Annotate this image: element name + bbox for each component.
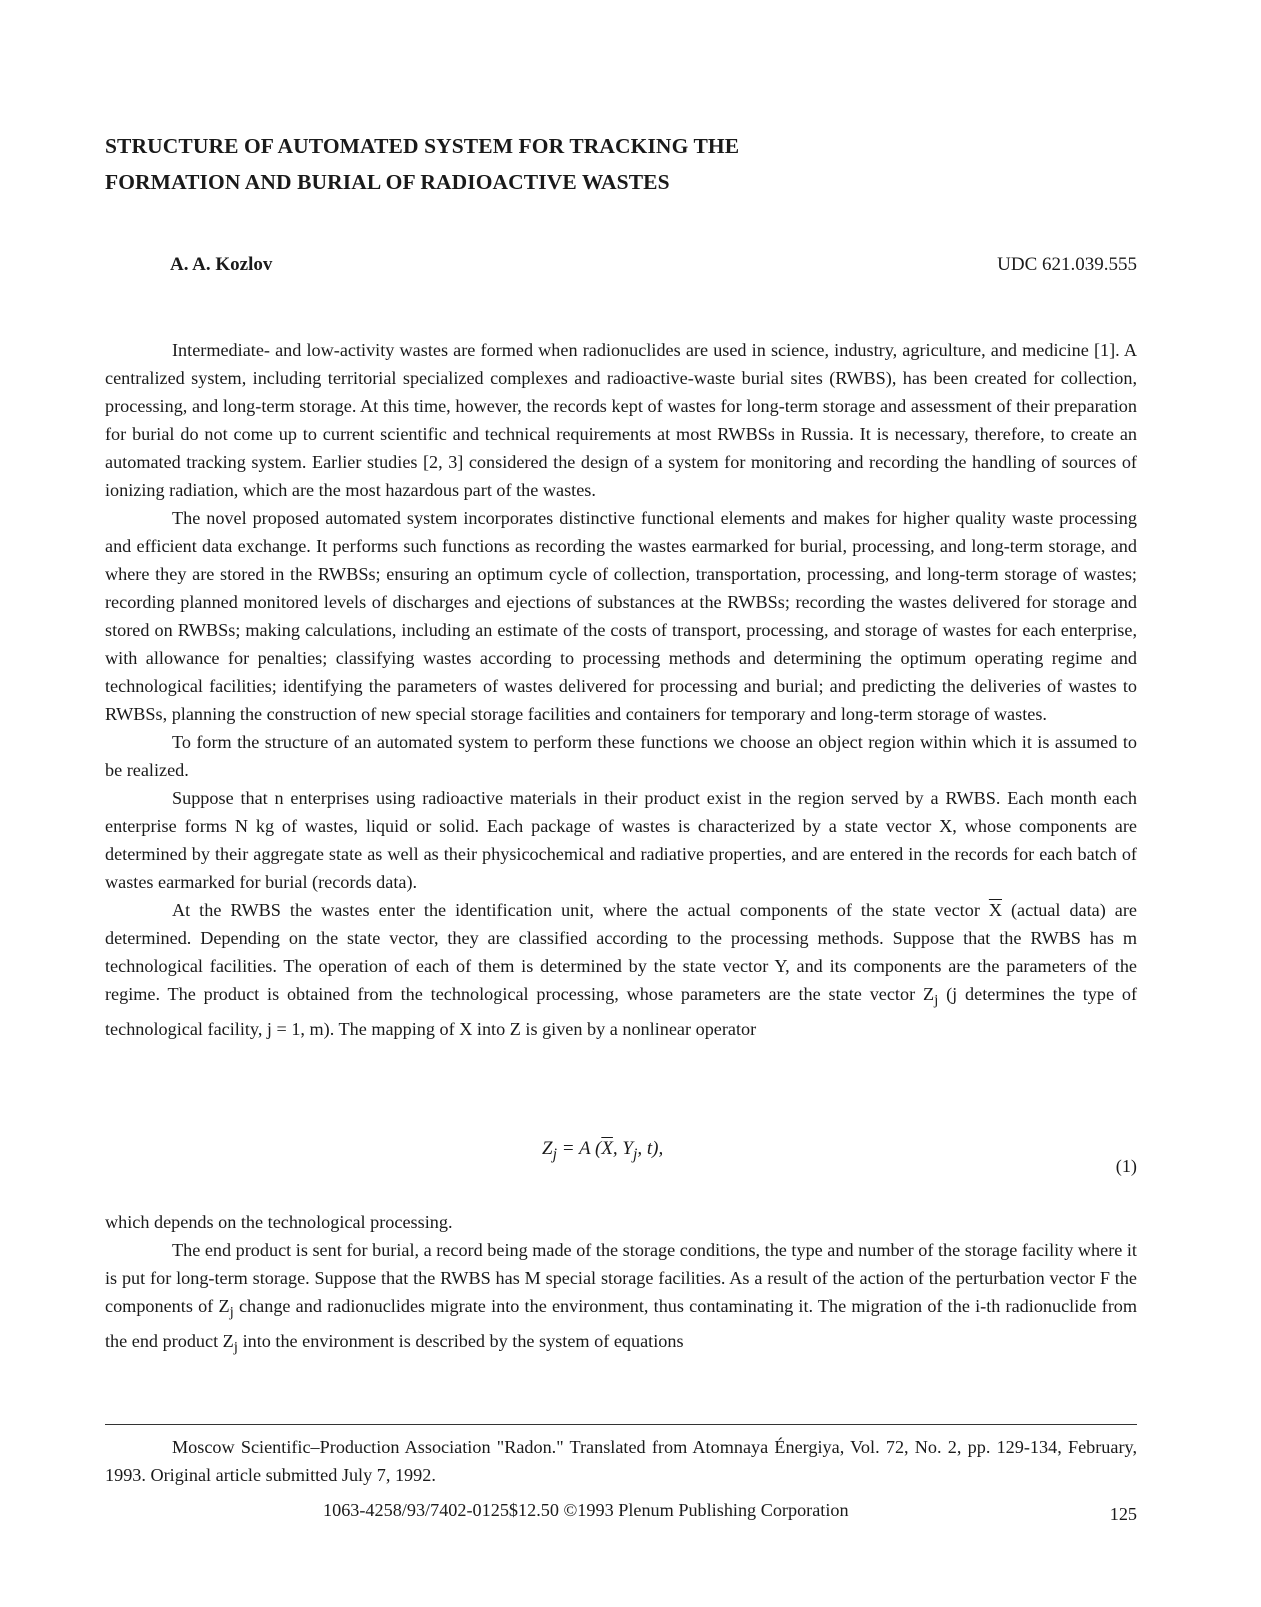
paragraph-3: To form the structure of an automated system to perform these functions we choose an object region within which it is assumed to be realized. <box>105 732 1137 780</box>
author-name: A. A. Kozlov <box>170 254 273 275</box>
article-title <box>105 128 1005 200</box>
udc-code: UDC 621.039.555 <box>997 254 1137 275</box>
paragraph-7: The end product is sent for burial, a record being made of the storage conditions, the type and number of the storage facility where it is put for long-term storage. Suppose that the RWBS has M special storage facilities. As a result of the action of the perturbation vector F the components of $Z_j$ change and radionuclides migrate into the environment, thus contaminating it. The migration of the i-th radionuclide from the end product $Z_j$ into the environment is described by the system of equations <box>105 1240 1137 1356</box>
title-line-2: FORMATION AND BURIAL OF RADIOACTIVE WASTES <box>105 170 670 194</box>
paragraph-2: The novel proposed automated system incorporates distinctive functional elements and makes for higher quality waste processing and efficient data exchange. It performs such functions as recording the wastes earmarked for burial, processing, and long-term storage, and where they are stored in the RWBSs; ensuring an optimum cycle of collection, transportation, processing, and long-term storage of wastes; recording planned monitored levels of discharges and ejections of substances at the RWBSs; recording the wastes delivered for storage and stored on RWBSs; making calculations, including an estimate of the costs of transport, processing, and storage of wastes for each enterprise, with allowance for penalties; classifying wastes according to processing methods and determining the optimum operating regime and technological facilities; identifying the parameters of wastes delivered for processing and burial; and predicting the deliveries of wastes to RWBSs, planning the construction of new special storage facilities and containers for temporary and long-term storage of wastes. <box>105 508 1137 724</box>
equation-1 <box>105 1132 1137 1176</box>
footnote: Moscow Scientific–Production Association "Radon." Translated from Atomnaya Énergiya, Vol. 72, No. 2, pp. 129-134, February, 1993. Original article submitted July 7, 1992. <box>105 1437 1137 1485</box>
body-text-block-2 <box>105 1208 1137 1361</box>
paragraph-4: Suppose that n enterprises using radioactive materials in their product exist in the region served by a RWBS. Each month each enterprise forms N kg of wastes, liquid or solid. Each package of wastes is characterized by a state vector X, whose components are determined by their aggregate state as well as their physicochemical and radiative properties, and are entered in the records for each batch of wastes earmarked for burial (records data). <box>105 788 1137 892</box>
page-number: 125 <box>1109 1504 1137 1524</box>
equation-formula: $Z_j = A$ ($\overline{X}$, $Y_j$, t), <box>542 1138 664 1163</box>
equation-number: (1) <box>1115 1156 1137 1176</box>
body-text-block-1 <box>105 336 1137 1043</box>
equation-x-bar: $\overline{X}$ <box>601 1138 613 1159</box>
paragraph-5: At the RWBS the wastes enter the identification unit, where the actual components of the state vector $\overline{X}$ (actual data) are determined. Depending on the state vector, they are classified according to the processing methods. Suppose that the RWBS has m technological facilities. The operation of each of them is determined by the state vector Y, and its components are the parameters of the regime. The product is obtained from the technological processing, whose parameters are the state vector $Z_j$ (j determines the type of technological facility, j = 1, m). The mapping of X into Z is given by a nonlinear operator <box>105 900 1137 1039</box>
footnote-divider <box>105 1424 1137 1425</box>
paragraph-1: Intermediate- and low-activity wastes are formed when radionuclides are used in science, industry, agriculture, and medicine [1]. A centralized system, including territorial specialized complexes and radioactive-waste burial sites (RWBS), has been created for collection, processing, and long-term storage. At this time, however, the records kept of wastes for long-term storage and assessment of their preparation for burial do not come up to current scientific and technical requirements at most RWBSs in Russia. It is necessary, therefore, to create an automated tracking system. Earlier studies [2, 3] considered the design of a system for monitoring and recording the handling of sources of ionizing radiation, which are the most hazardous part of the wastes. <box>105 340 1137 500</box>
subscript-j: j <box>934 991 939 1009</box>
paragraph-6: which depends on the technological processing. <box>105 1212 453 1232</box>
copyright-line: 1063-4258/93/7402-0125$12.50 ©1993 Plenum Publishing Corporation <box>323 1500 849 1520</box>
x-bar: $\overline{X}$ <box>988 900 1003 920</box>
title-line-1: STRUCTURE OF AUTOMATED SYSTEM FOR TRACKING THE <box>105 134 740 158</box>
